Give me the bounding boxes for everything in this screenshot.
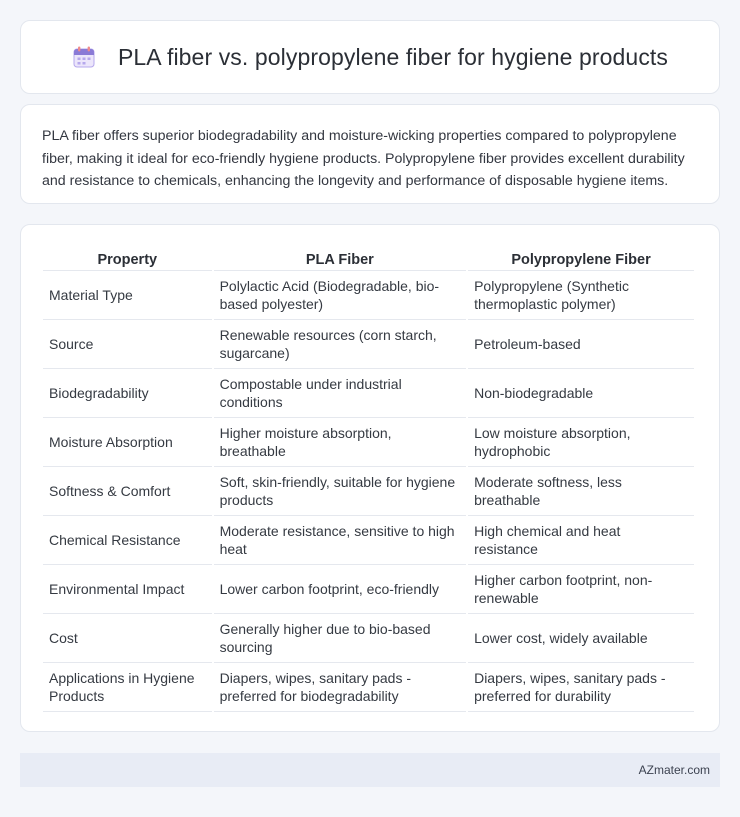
cell-property: Chemical Resistance [43, 516, 212, 565]
cell-polypropylene: Moderate softness, less breathable [468, 467, 694, 516]
summary-text: PLA fiber offers superior biodegradability and moisture-wicking properties compared to polypropylene fiber, making it ideal for eco-friendly hygiene products. Polypropylene fiber provides excellent durability and resistance to chemicals, enhancing the longevity and performance of disposable hygiene items. [42, 128, 685, 189]
cell-polypropylene: Diapers, wipes, sanitary pads - preferred for durability [468, 663, 694, 712]
cell-pla: Moderate resistance, sensitive to high heat [214, 516, 467, 565]
cell-property: Cost [43, 614, 212, 663]
table-row [43, 516, 694, 565]
cell-pla: Soft, skin-friendly, suitable for hygiene products [214, 467, 467, 516]
cell-property: Environmental Impact [43, 565, 212, 614]
page-title: PLA fiber vs. polypropylene fiber for hygiene products [117, 43, 669, 70]
cell-pla: Compostable under industrial conditions [214, 369, 467, 418]
cell-polypropylene: Petroleum-based [468, 320, 694, 369]
cell-polypropylene: Non-biodegradable [468, 369, 694, 418]
cell-pla: Lower carbon footprint, eco-friendly [214, 565, 467, 614]
table-header-row [43, 245, 694, 271]
cell-pla: Generally higher due to bio-based sourcing [214, 614, 467, 663]
cell-property: Applications in Hygiene Products [43, 663, 212, 712]
cell-property: Softness & Comfort [43, 467, 212, 516]
table-row [43, 565, 694, 614]
cell-property: Biodegradability [43, 369, 212, 418]
summary-card [20, 104, 720, 204]
table-row [43, 614, 694, 663]
cell-property: Moisture Absorption [43, 418, 212, 467]
footer-brand: AZmater.com [638, 763, 710, 777]
table-row [43, 467, 694, 516]
cell-polypropylene: Higher carbon footprint, non-renewable [468, 565, 694, 614]
cell-property: Source [43, 320, 212, 369]
table-row [43, 369, 694, 418]
cell-pla: Renewable resources (corn starch, sugarcane) [214, 320, 467, 369]
cell-polypropylene: Low moisture absorption, hydrophobic [468, 418, 694, 467]
footer-bar [20, 753, 720, 787]
table-row [43, 663, 694, 712]
cell-pla: Higher moisture absorption, breathable [214, 418, 467, 467]
header-polypropylene-fiber: Polypropylene Fiber [468, 245, 694, 271]
table-row [43, 418, 694, 467]
cell-polypropylene: Polypropylene (Synthetic thermoplastic polymer) [468, 271, 694, 320]
table-row [43, 271, 694, 320]
cell-polypropylene: High chemical and heat resistance [468, 516, 694, 565]
header-property: Property [43, 245, 212, 271]
cell-property: Material Type [43, 271, 212, 320]
cell-pla: Polylactic Acid (Biodegradable, bio-based polyester) [214, 271, 467, 320]
table-row [43, 320, 694, 369]
header-pla-fiber: PLA Fiber [214, 245, 467, 271]
calendar-icon [72, 45, 96, 69]
cell-pla: Diapers, wipes, sanitary pads - preferred for biodegradability [214, 663, 467, 712]
comparison-table [41, 245, 696, 712]
cell-polypropylene: Lower cost, widely available [468, 614, 694, 663]
title-card [20, 20, 720, 94]
comparison-table-card [20, 224, 720, 732]
